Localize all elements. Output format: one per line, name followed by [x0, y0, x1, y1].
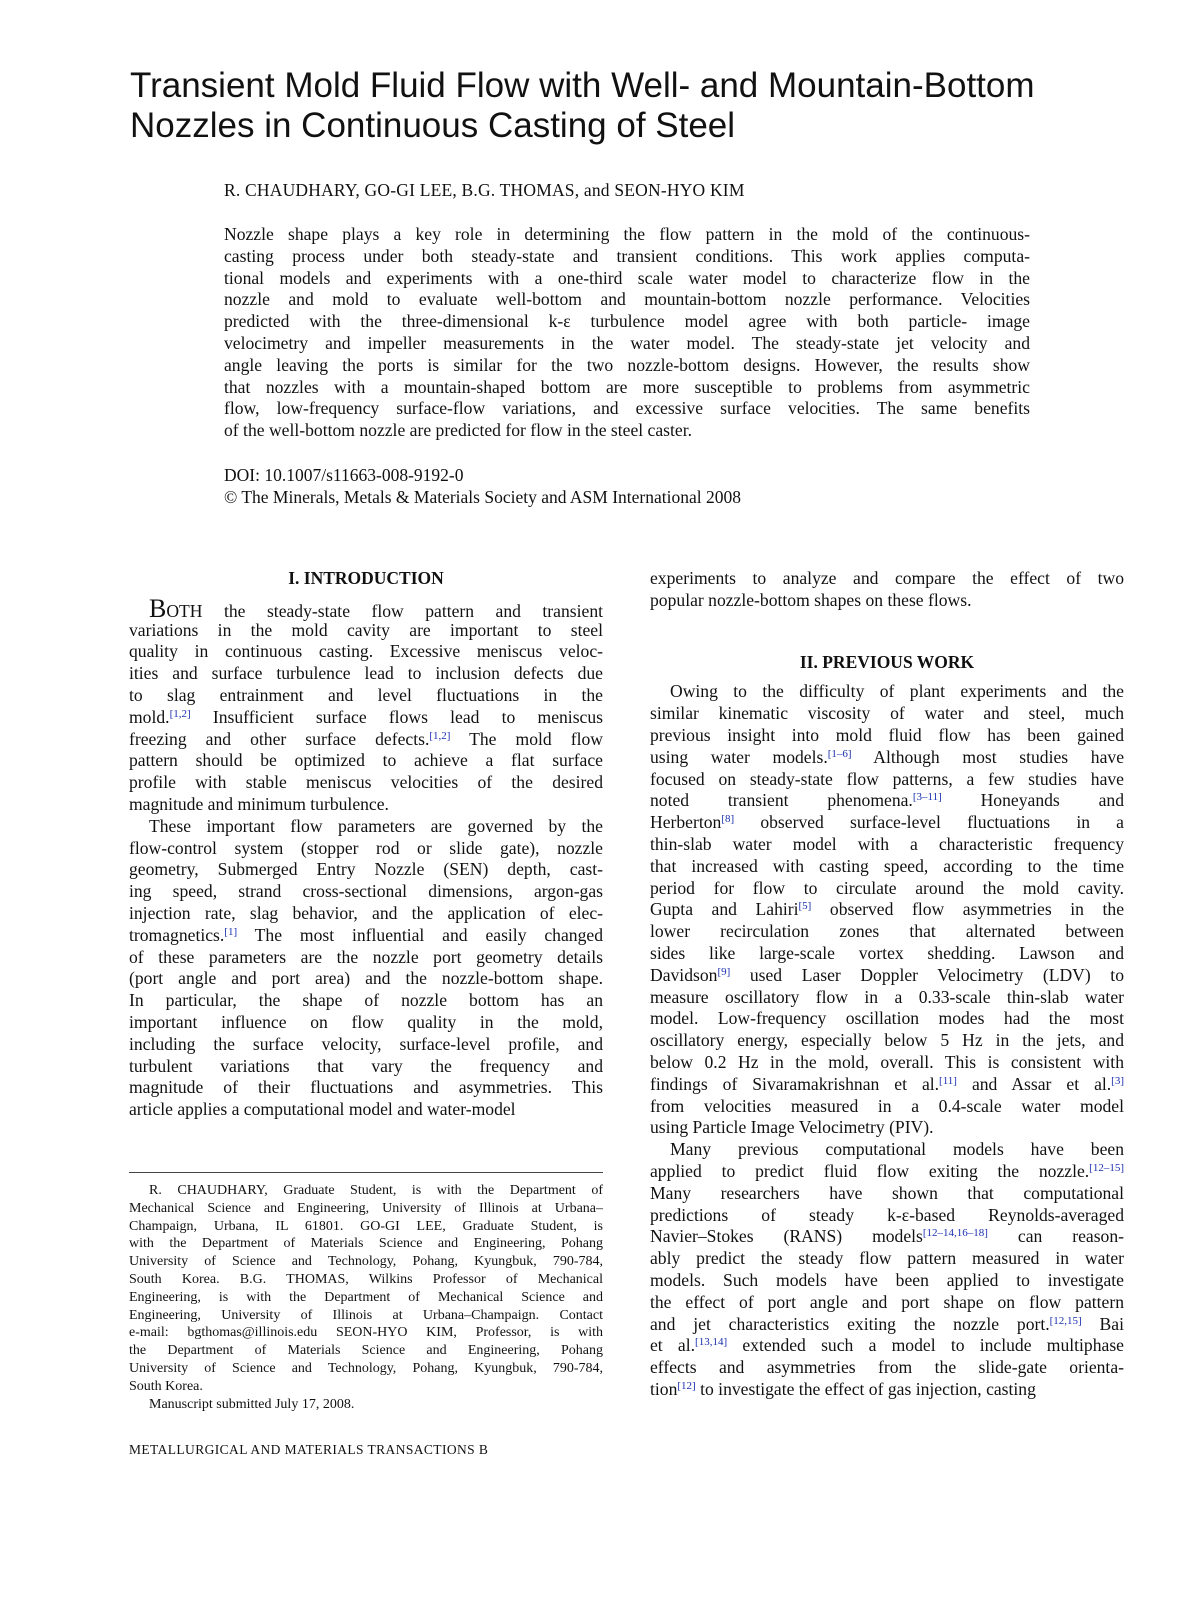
abstract-line: predicted with the three-dimensional k-ε turbulence model agree with both particle- image — [224, 311, 1030, 332]
footnote-line: University of Science and Technology, Pohang, Kyungbuk, 790-784, — [129, 1254, 603, 1270]
title-line: Nozzles in Continuous Casting of Steel — [130, 106, 736, 145]
journal-name-footer: METALLURGICAL AND MATERIALS TRANSACTIONS B — [129, 1442, 489, 1457]
citation-ref[interactable]: [12] — [677, 1379, 696, 1392]
text-line: period for flow to circulate around the mold cavity. — [650, 877, 1124, 898]
text-line: the effect of port angle and port shape on flow pattern — [650, 1291, 1124, 1312]
abstract-line: Nozzle shape plays a key role in determining the flow pattern in the mold of the continuous- — [224, 224, 1030, 244]
text-line: findings of Sivaramakrishnan et al.[11] and Assar et al.[3] — [650, 1073, 1124, 1094]
section-heading-introduction: I. INTRODUCTION — [288, 568, 444, 588]
abstract-line: velocimetry and impeller measurements in the water model. The steady-state jet velocity and — [224, 332, 1030, 353]
text-line: magnitude of their fluctuations and asymmetries. This — [129, 1077, 603, 1098]
text-line: thin-slab water model with a characteristic frequency — [650, 833, 1124, 854]
text-line: and jet characteristics exiting the nozzle port.[12,15] Bai — [650, 1313, 1124, 1334]
text-line: of these parameters are the nozzle port geometry details — [129, 946, 603, 967]
text-line: mold.[1,2] Insufficient surface flows lead to meniscus — [129, 706, 603, 727]
abstract-line: angle leaving the ports is similar for the two nozzle-bottom designs. However, the results show — [224, 354, 1030, 375]
citation-ref[interactable]: [12,15] — [1049, 1314, 1082, 1327]
author-affiliation-footnote — [129, 1182, 603, 1413]
citation-ref[interactable]: [1–6] — [827, 747, 852, 760]
text-line: article applies a computational model and water-model — [129, 1099, 516, 1120]
text-line: variations in the mold cavity are important to steel — [129, 619, 603, 640]
abstract-line: flow, low-frequency surface-flow variations, and excessive surface velocities. The same benefits — [224, 398, 1030, 419]
paper-title — [130, 66, 1130, 146]
text-line: quality in continuous casting. Excessive meniscus veloc- — [129, 641, 603, 662]
text-line: predictions of steady k-ε-based Reynolds-averaged — [650, 1204, 1124, 1225]
abstract-line: of the well-bottom nozzle are predicted for flow in the steel caster. — [224, 420, 693, 441]
text-line: In particular, the shape of nozzle bottom has an — [129, 990, 603, 1011]
footnote-line: Champaign, Urbana, IL 61801. GO-GI LEE, Graduate Student, is — [129, 1218, 603, 1234]
text-line: ing speed, strand cross-sectional dimensions, argon-gas — [129, 881, 603, 902]
footnote-line: Mechanical Science and Engineering, University of Illinois at Urbana– — [129, 1200, 603, 1216]
text-line: turbulent variations that vary the frequency and — [129, 1055, 603, 1076]
text-line: ably predict the steady flow pattern measured in water — [650, 1248, 1124, 1269]
text-line: tromagnetics.[1] The most influential and easily changed — [129, 924, 603, 945]
citation-ref[interactable]: [3–11] — [912, 791, 942, 804]
abstract-line: that nozzles with a mountain-shaped bottom are more susceptible to problems from asymmetric — [224, 376, 1030, 397]
text-line: similar kinematic viscosity of water and steel, much — [650, 703, 1124, 724]
citation-ref[interactable]: [1,2] — [169, 707, 191, 720]
text-line: popular nozzle-bottom shapes on these flows. — [650, 589, 972, 610]
text-line: Many previous computational models have been — [670, 1139, 1124, 1160]
text-line: Navier–Stokes (RANS) models[12–14,16–18] can reason- — [650, 1226, 1124, 1247]
text-line: sides like large-scale vortex shedding. Lawson and — [650, 942, 1124, 963]
citation-ref[interactable]: [1,2] — [429, 729, 451, 742]
footnote-line: with the Department of Materials Science and Engineering, Pohang — [129, 1236, 603, 1252]
abstract — [224, 224, 1030, 442]
abstract-line: nozzle and mold to evaluate well-bottom and mountain-bottom nozzle performance. Velocities — [224, 289, 1030, 310]
footnote-line: e-mail: bgthomas@illinois.edu SEON-HYO KIM, Professor, is with — [129, 1325, 603, 1341]
citation-ref[interactable]: [1] — [224, 925, 238, 938]
citation-ref[interactable]: [12–15] — [1089, 1161, 1124, 1174]
footnote-line: University of Science and Technology, Pohang, Kyungbuk, 790-784, — [129, 1360, 603, 1376]
text-line: previous insight into mold fluid flow has been gained — [650, 724, 1124, 745]
text-line: oscillatory energy, especially below 5 Hz in the jets, and — [650, 1030, 1124, 1051]
text-line: model. Low-frequency oscillation modes had the most — [650, 1008, 1124, 1029]
text-line: important influence on flow quality in the mold, — [129, 1011, 603, 1032]
text-line: using water models.[1–6] Although most studies have — [650, 746, 1125, 767]
text-line: models. Such models have been applied to investigate — [650, 1269, 1124, 1290]
text-line: from velocities measured in a 0.4-scale water model — [650, 1095, 1124, 1116]
drop-cap: B — [149, 593, 167, 623]
text-line: that increased with casting speed, according to the time — [650, 855, 1124, 876]
text-line: below 0.2 Hz in the mold, overall. This is consistent with — [650, 1051, 1124, 1072]
doi-link[interactable]: DOI: 10.1007/s11663-008-9192-0 — [224, 465, 464, 485]
footnote-line: Engineering, is with the Department of Mechanical Science and — [129, 1289, 603, 1305]
footnote-line: the Department of Materials Science and Engineering, Pohang — [129, 1343, 603, 1359]
text-line: These important flow parameters are governed by the — [149, 815, 603, 836]
left-column — [129, 568, 603, 1121]
footnote-divider — [129, 1172, 603, 1173]
abstract-line: tional models and experiments with a one-third scale water model to characterize flow in the — [224, 267, 1030, 288]
footnote-line: Engineering, University of Illinois at Urbana–Champaign. Contact — [129, 1307, 603, 1323]
text-line: flow-control system (stopper rod or slide gate), nozzle — [129, 837, 603, 858]
author-list: R. CHAUDHARY, GO-GI LEE, B.G. THOMAS, and SEON-HYO KIM — [224, 180, 745, 200]
text-line: noted transient phenomena.[3–11] Honeyands and — [650, 790, 1124, 811]
citation-ref[interactable]: [5] — [798, 900, 812, 913]
text-line: (port angle and port area) and the nozzle-bottom shape. — [129, 968, 603, 989]
text-line: tion[12] to investigate the effect of gas injection, casting — [650, 1378, 1036, 1399]
abstract-line: casting process under both steady-state and transient conditions. This work applies computa- — [224, 245, 1030, 266]
previous-work-body — [650, 681, 1124, 1400]
text-line: lower recirculation zones that alternated between — [650, 921, 1124, 942]
title-line: Transient Mold Fluid Flow with Well- and Mountain-Bottom — [130, 66, 1035, 105]
text-line: injection rate, slag behavior, and the application of elec- — [129, 902, 603, 923]
text-line: Davidson[9] used Laser Doppler Velocimetry (LDV) to — [650, 964, 1124, 985]
citation-ref[interactable]: [3] — [1111, 1074, 1124, 1087]
text-line: freezing and other surface defects.[1,2] The mold flow — [129, 728, 603, 749]
introduction-body — [129, 593, 603, 1121]
text-line: Many researchers have shown that computational — [650, 1182, 1124, 1203]
text-line: Herberton[8] observed surface-level fluctuations in a — [650, 812, 1124, 833]
right-column — [650, 568, 1124, 1401]
citation-ref[interactable]: [8] — [721, 813, 735, 826]
introduction-continued — [650, 568, 1124, 612]
text-line: magnitude and minimum turbulence. — [129, 793, 389, 814]
footnote-line: R. CHAUDHARY, Graduate Student, is with the Department of — [149, 1183, 603, 1198]
text-line: geometry, Submerged Entry Nozzle (SEN) depth, cast- — [129, 859, 603, 880]
text-line: Owing to the difficulty of plant experiments and the — [670, 681, 1124, 702]
citation-ref[interactable]: [11] — [939, 1074, 957, 1087]
text-line: BOTH the steady-state flow pattern and transient — [149, 593, 603, 623]
copyright-notice: © The Minerals, Metals & Materials Society and ASM International 2008 — [224, 487, 741, 507]
text-line: using Particle Image Velocimetry (PIV). — [650, 1117, 934, 1138]
text-line: effects and asymmetries from the slide-gate orienta- — [650, 1357, 1124, 1378]
text-line: ities and surface turbulence lead to inclusion defects due — [129, 663, 603, 684]
article-meta — [224, 464, 741, 508]
footnote-line: South Korea. B.G. THOMAS, Wilkins Professor of Mechanical — [129, 1271, 603, 1287]
text-line: profile with stable meniscus velocities of the desired — [129, 772, 603, 793]
footnote-line: South Korea. — [129, 1378, 203, 1394]
text-line: applied to predict fluid flow exiting the nozzle.[12–15] — [650, 1160, 1124, 1181]
text-line: Gupta and Lahiri[5] observed flow asymmetries in the — [650, 899, 1125, 920]
text-line: measure oscillatory flow in a 0.33-scale thin-slab water — [650, 986, 1124, 1007]
text-line: focused on steady-state flow patterns, a few studies have — [650, 768, 1124, 789]
citation-ref[interactable]: [9] — [717, 965, 731, 978]
citation-ref[interactable]: [12–14,16–18] — [922, 1227, 988, 1240]
text-line: to slag entrainment and level fluctuations in the — [129, 684, 603, 705]
text-line: experiments to analyze and compare the effect of two — [650, 568, 1124, 588]
text-line: pattern should be optimized to achieve a flat surface — [129, 750, 603, 771]
text-line: et al.[13,14] extended such a model to include multiphase — [650, 1335, 1124, 1356]
citation-ref[interactable]: [13,14] — [695, 1336, 728, 1349]
footnote-line: Manuscript submitted July 17, 2008. — [149, 1396, 355, 1412]
text-line: including the surface velocity, surface-level profile, and — [129, 1033, 603, 1054]
section-heading-previous-work: II. PREVIOUS WORK — [799, 651, 975, 672]
